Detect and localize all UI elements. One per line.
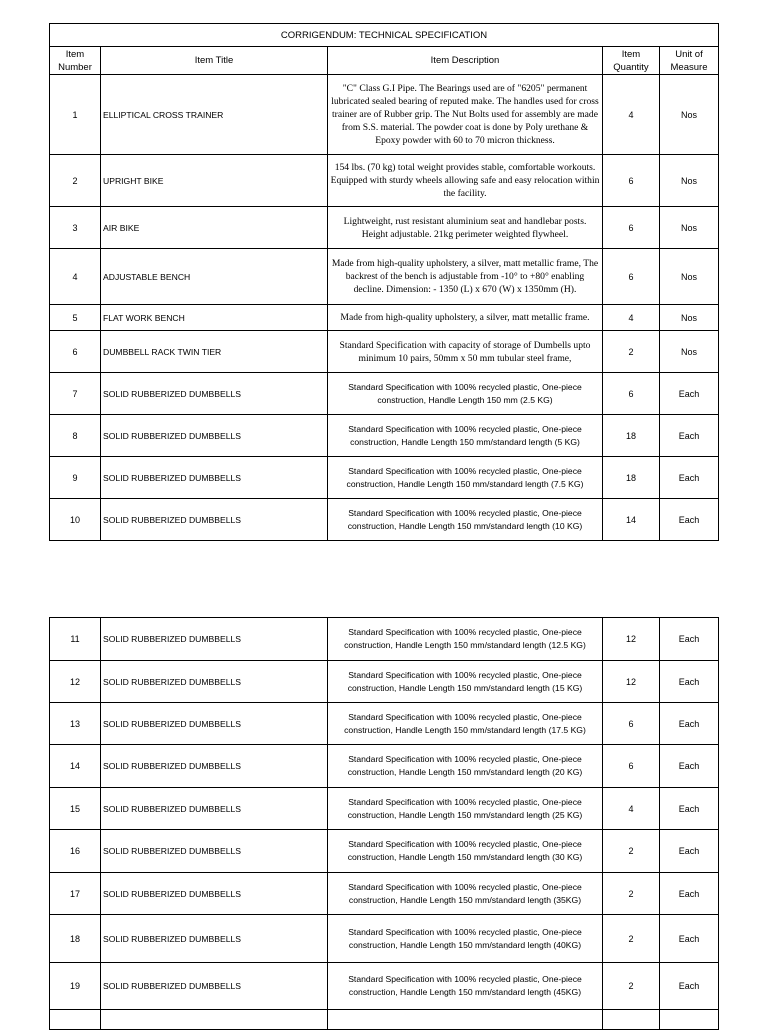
item-number-cell: 1 — [50, 75, 101, 155]
spec-table-page-1 — [49, 23, 719, 541]
item-description-cell: Standard Specification with 100% recycled plastic, One-piece construction, Handle Length 150 mm/standard length (10 KG) — [328, 499, 603, 541]
item-description-cell: Standard Specification with capacity of storage of Dumbells upto minimum 10 pairs, 50mm x 50 mm tubular steel frame, — [328, 331, 603, 373]
item-description-cell: Lightweight, rust resistant aluminium seat and handlebar posts. Height adjustable. 21kg perimeter weighted flywheel. — [328, 207, 603, 249]
table-row — [50, 963, 719, 1010]
unit-of-measure-cell: Nos — [660, 207, 719, 249]
unit-of-measure-cell: Each — [660, 745, 719, 788]
unit-of-measure-cell: Each — [660, 915, 719, 963]
unit-of-measure-cell: Each — [660, 703, 719, 745]
item-quantity-cell: 18 — [603, 457, 660, 499]
item-quantity-cell: 12 — [603, 618, 660, 661]
table-row — [50, 457, 719, 499]
item-title-cell: SOLID RUBBERIZED DUMBBELLS — [101, 745, 328, 788]
item-title-cell: ADJUSTABLE BENCH — [101, 249, 328, 305]
header-item-quantity: Item Quantity — [603, 47, 660, 75]
item-description-cell: Standard Specification with 100% recycled plastic, One-piece construction, Handle Length 150 mm/standard length (20 KG) — [328, 745, 603, 788]
item-number-cell: 11 — [50, 618, 101, 661]
item-title-cell: ELLIPTICAL CROSS TRAINER — [101, 75, 328, 155]
table-title: CORRIGENDUM: TECHNICAL SPECIFICATION — [50, 24, 719, 47]
item-description-cell: Standard Specification with 100% recycled plastic, One-piece construction, Handle Length 150 mm/standard length (45KG) — [328, 963, 603, 1010]
item-description-cell: Made from high-quality upholstery, a silver, matt metallic frame, The backrest of the bench is adjustable from -10° to +80° enabling decline. Dimension: - 1350 (L) x 670 (W) x 1350mm (H). — [328, 249, 603, 305]
empty-cell — [603, 1010, 660, 1030]
item-quantity-cell: 6 — [603, 373, 660, 415]
item-quantity-cell: 2 — [603, 830, 660, 873]
item-number-cell: 19 — [50, 963, 101, 1010]
table-row — [50, 305, 719, 331]
item-quantity-cell: 6 — [603, 207, 660, 249]
item-title-cell: SOLID RUBBERIZED DUMBBELLS — [101, 963, 328, 1010]
item-title-cell: SOLID RUBBERIZED DUMBBELLS — [101, 830, 328, 873]
empty-cell — [328, 1010, 603, 1030]
item-number-cell: 4 — [50, 249, 101, 305]
item-number-cell: 14 — [50, 745, 101, 788]
item-quantity-cell: 2 — [603, 915, 660, 963]
item-quantity-cell: 6 — [603, 155, 660, 207]
header-unit-of-measure: Unit of Measure — [660, 47, 719, 75]
item-number-cell: 17 — [50, 873, 101, 915]
item-title-cell: DUMBBELL RACK TWIN TIER — [101, 331, 328, 373]
item-quantity-cell: 18 — [603, 415, 660, 457]
item-title-cell: SOLID RUBBERIZED DUMBBELLS — [101, 915, 328, 963]
item-quantity-cell: 2 — [603, 873, 660, 915]
unit-of-measure-cell: Each — [660, 415, 719, 457]
item-description-cell: Standard Specification with 100% recycled plastic, One-piece construction, Handle Length 150 mm/standard length (7.5 KG) — [328, 457, 603, 499]
table-body-2 — [50, 618, 719, 1030]
unit-of-measure-cell: Each — [660, 373, 719, 415]
table-row — [50, 1010, 719, 1030]
header-row — [50, 47, 719, 75]
unit-of-measure-cell: Each — [660, 788, 719, 830]
item-quantity-cell: 6 — [603, 745, 660, 788]
item-title-cell: SOLID RUBBERIZED DUMBBELLS — [101, 703, 328, 745]
table-row — [50, 249, 719, 305]
item-quantity-cell: 2 — [603, 331, 660, 373]
item-title-cell: SOLID RUBBERIZED DUMBBELLS — [101, 373, 328, 415]
table-row — [50, 788, 719, 830]
table-row — [50, 155, 719, 207]
unit-of-measure-cell: Each — [660, 457, 719, 499]
item-number-cell: 12 — [50, 661, 101, 703]
item-quantity-cell: 12 — [603, 661, 660, 703]
table-row — [50, 830, 719, 873]
item-number-cell: 7 — [50, 373, 101, 415]
table-row — [50, 207, 719, 249]
item-description-cell: Standard Specification with 100% recycled plastic, One-piece construction, Handle Length 150 mm (2.5 KG) — [328, 373, 603, 415]
table-row — [50, 373, 719, 415]
empty-cell — [660, 1010, 719, 1030]
item-title-cell: SOLID RUBBERIZED DUMBBELLS — [101, 499, 328, 541]
header-item-description: Item Description — [328, 47, 603, 75]
unit-of-measure-cell: Each — [660, 499, 719, 541]
item-description-cell: Made from high-quality upholstery, a silver, matt metallic frame. — [328, 305, 603, 331]
unit-of-measure-cell: Each — [660, 661, 719, 703]
table-row — [50, 75, 719, 155]
empty-cell — [50, 1010, 101, 1030]
item-number-cell: 2 — [50, 155, 101, 207]
item-description-cell: Standard Specification with 100% recycled plastic, One-piece construction, Handle Length 150 mm/standard length (12.5 KG) — [328, 618, 603, 661]
item-number-cell: 13 — [50, 703, 101, 745]
table-row — [50, 499, 719, 541]
empty-cell — [101, 1010, 328, 1030]
unit-of-measure-cell: Each — [660, 618, 719, 661]
table-row — [50, 703, 719, 745]
table-body-1 — [50, 75, 719, 541]
item-description-cell: Standard Specification with 100% recycled plastic, One-piece construction, Handle Length 150 mm/standard length (35KG) — [328, 873, 603, 915]
item-quantity-cell: 2 — [603, 963, 660, 1010]
item-quantity-cell: 4 — [603, 75, 660, 155]
item-quantity-cell: 6 — [603, 703, 660, 745]
item-quantity-cell: 14 — [603, 499, 660, 541]
unit-of-measure-cell: Nos — [660, 305, 719, 331]
table-title-row — [50, 24, 719, 47]
item-title-cell: SOLID RUBBERIZED DUMBBELLS — [101, 661, 328, 703]
table-row — [50, 618, 719, 661]
item-number-cell: 8 — [50, 415, 101, 457]
table-row — [50, 415, 719, 457]
item-quantity-cell: 4 — [603, 788, 660, 830]
table-row — [50, 745, 719, 788]
table-row — [50, 661, 719, 703]
item-title-cell: AIR BIKE — [101, 207, 328, 249]
item-description-cell: Standard Specification with 100% recycled plastic, One-piece construction, Handle Length 150 mm/standard length (17.5 KG) — [328, 703, 603, 745]
item-description-cell: Standard Specification with 100% recycled plastic, One-piece construction, Handle Length 150 mm/standard length (30 KG) — [328, 830, 603, 873]
item-title-cell: SOLID RUBBERIZED DUMBBELLS — [101, 873, 328, 915]
item-quantity-cell: 6 — [603, 249, 660, 305]
item-number-cell: 5 — [50, 305, 101, 331]
item-number-cell: 18 — [50, 915, 101, 963]
item-title-cell: UPRIGHT BIKE — [101, 155, 328, 207]
item-title-cell: SOLID RUBBERIZED DUMBBELLS — [101, 415, 328, 457]
item-description-cell: Standard Specification with 100% recycled plastic, One-piece construction, Handle Length 150 mm/standard length (5 KG) — [328, 415, 603, 457]
item-number-cell: 15 — [50, 788, 101, 830]
unit-of-measure-cell: Each — [660, 830, 719, 873]
item-quantity-cell: 4 — [603, 305, 660, 331]
item-description-cell: Standard Specification with 100% recycled plastic, One-piece construction, Handle Length 150 mm/standard length (15 KG) — [328, 661, 603, 703]
item-number-cell: 10 — [50, 499, 101, 541]
item-title-cell: SOLID RUBBERIZED DUMBBELLS — [101, 618, 328, 661]
header-item-title: Item Title — [101, 47, 328, 75]
table-row — [50, 915, 719, 963]
item-description-cell: "C" Class G.I Pipe. The Bearings used are of "6205" permanent lubricated sealed bearing of reputed make. The handles used for cross trainer are of Rubber grip. The Nut Bolts used for assembly are made from S.S. material. The powder coat is done by Poly urethane & Epoxy powder with 60 to 70 micron thickness. — [328, 75, 603, 155]
item-title-cell: SOLID RUBBERIZED DUMBBELLS — [101, 457, 328, 499]
spec-table-page-2 — [49, 617, 719, 1030]
item-title-cell: FLAT WORK BENCH — [101, 305, 328, 331]
item-number-cell: 3 — [50, 207, 101, 249]
unit-of-measure-cell: Nos — [660, 155, 719, 207]
unit-of-measure-cell: Nos — [660, 75, 719, 155]
item-number-cell: 9 — [50, 457, 101, 499]
unit-of-measure-cell: Each — [660, 873, 719, 915]
unit-of-measure-cell: Nos — [660, 331, 719, 373]
item-description-cell: Standard Specification with 100% recycled plastic, One-piece construction, Handle Length 150 mm/standard length (25 KG) — [328, 788, 603, 830]
unit-of-measure-cell: Each — [660, 963, 719, 1010]
unit-of-measure-cell: Nos — [660, 249, 719, 305]
table-row — [50, 331, 719, 373]
item-title-cell: SOLID RUBBERIZED DUMBBELLS — [101, 788, 328, 830]
item-description-cell: Standard Specification with 100% recycled plastic, One-piece construction, Handle Length 150 mm/standard length (40KG) — [328, 915, 603, 963]
item-description-cell: 154 lbs. (70 kg) total weight provides stable, comfortable workouts. Equipped with sturdy wheels allowing safe and easy relocation within the facility. — [328, 155, 603, 207]
table-row — [50, 873, 719, 915]
header-item-number: Item Number — [50, 47, 101, 75]
item-number-cell: 16 — [50, 830, 101, 873]
item-number-cell: 6 — [50, 331, 101, 373]
